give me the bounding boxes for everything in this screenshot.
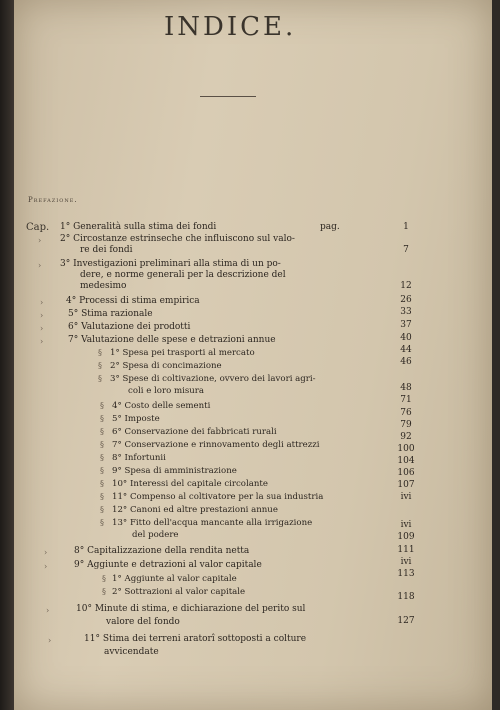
toc-entry: 9° Aggiunte e detrazioni al valor capitale: [74, 560, 262, 570]
toc-page-number: 37: [400, 320, 412, 330]
toc-page-number: 12: [400, 281, 412, 291]
toc-page-number: ivi: [400, 492, 412, 502]
toc-page-number: ivi: [400, 557, 412, 567]
section-mark-icon: §: [102, 587, 106, 596]
toc-entry: 11° Stima dei terreni aratorî sottoposti a colture: [84, 634, 307, 644]
toc-page-number: 26: [400, 295, 412, 305]
margin-bullet-icon: ›: [44, 548, 48, 557]
toc-page-number: 76: [400, 408, 412, 418]
toc-page-number: 106: [397, 468, 415, 478]
toc-entry: 10° Minute di stima, e dichiarazione del perito sul: [76, 604, 306, 614]
section-mark-icon: §: [100, 401, 104, 410]
toc-page-number: ivi: [400, 520, 412, 530]
toc-page-number: 100: [397, 444, 415, 454]
section-mark-icon: §: [100, 440, 104, 449]
toc-entry: 3° Investigazioni preliminari alla stima di un po-: [60, 259, 281, 269]
toc-subentry: 12° Canoni ed altre prestazioni annue: [112, 505, 278, 515]
toc-page-number: 7: [403, 245, 409, 255]
margin-bullet-icon: ›: [48, 636, 52, 645]
toc-subentry: 13° Fitto dell'acqua mancante alla irrigazione: [112, 518, 313, 528]
margin-bullet-icon: ›: [40, 298, 44, 307]
toc-page-number: 109: [397, 532, 415, 542]
toc-entry: medesimo: [80, 281, 127, 291]
toc-page-number: 44: [400, 345, 412, 355]
toc-entry: avvicendate: [104, 647, 159, 657]
toc-page-number: 104: [397, 456, 415, 466]
toc-subentry: 11° Compenso al coltivatore per la sua industria: [112, 492, 324, 502]
toc-entry: re dei fondi: [80, 245, 133, 255]
section-mark-icon: §: [100, 479, 104, 488]
title-divider: [200, 96, 256, 97]
page-title: INDICE.: [164, 12, 297, 42]
margin-bullet-icon: ›: [40, 311, 44, 320]
toc-entry: 6° Valutazione dei prodotti: [68, 322, 191, 332]
margin-bullet-icon: ›: [40, 324, 44, 333]
toc-page-number: 33: [400, 307, 412, 317]
toc-page-number: 92: [400, 432, 412, 442]
margin-bullet-icon: ›: [44, 562, 48, 571]
toc-subentry: 1° Aggiunte al valor capitale: [112, 574, 237, 584]
margin-bullet-icon: ›: [46, 606, 50, 615]
toc-entry: 8° Capitalizzazione della rendita netta: [74, 546, 250, 556]
toc-subentry: 10° Interessi del capitale circolante: [112, 479, 268, 489]
toc-subentry: 9° Spesa di amministrazione: [112, 466, 237, 476]
toc-subentry: 1° Spesa pei trasporti al mercato: [110, 348, 255, 358]
section-mark-icon: §: [98, 361, 102, 370]
toc-page-number: 118: [397, 592, 415, 602]
toc-subentry: 2° Sottrazioni al valor capitale: [112, 587, 246, 597]
toc-entry: valore del fondo: [106, 617, 180, 627]
section-mark-icon: §: [100, 492, 104, 501]
section-mark-icon: §: [100, 414, 104, 423]
toc-page-number: 107: [397, 480, 415, 490]
toc-page-number: 79: [400, 420, 412, 430]
toc-entry: 5° Stima razionale: [68, 309, 153, 319]
preface-entry: Prefazione.: [28, 196, 78, 204]
cap-label: Cap.: [26, 222, 50, 233]
toc-subentry: 6° Conservazione dei fabbricati rurali: [112, 427, 277, 437]
book-spine: [0, 0, 14, 710]
margin-bullet-icon: ›: [38, 236, 42, 245]
section-mark-icon: §: [100, 505, 104, 514]
toc-subentry: 2° Spesa di concimazione: [110, 361, 222, 371]
toc-page-number: 113: [397, 569, 415, 579]
toc-entry: 4° Processi di stima empirica: [66, 296, 200, 306]
section-mark-icon: §: [102, 574, 106, 583]
toc-page-number: 111: [397, 545, 415, 555]
section-mark-icon: §: [98, 374, 102, 383]
margin-bullet-icon: ›: [38, 261, 42, 270]
toc-page-number: 40: [400, 333, 412, 343]
toc-page-number: 46: [400, 357, 412, 367]
toc-page-number: 1: [403, 222, 409, 232]
toc-entry: 1° Generalità sulla stima dei fondi: [60, 222, 217, 232]
toc-subentry: del podere: [132, 530, 179, 540]
toc-subentry: 8° Infortunii: [112, 453, 166, 463]
toc-page-number: 48: [400, 383, 412, 393]
toc-subentry: 7° Conservazione e rinnovamento degli attrezzi: [112, 440, 320, 450]
toc-entry: dere, e norme generali per la descrizione del: [80, 270, 286, 280]
toc-page-number: 71: [400, 395, 412, 405]
section-mark-icon: §: [98, 348, 102, 357]
toc-subentry: 5° Imposte: [112, 414, 160, 424]
margin-bullet-icon: ›: [40, 337, 44, 346]
section-mark-icon: §: [100, 427, 104, 436]
pag-label: pag.: [320, 222, 340, 232]
book-page: [14, 0, 492, 710]
section-mark-icon: §: [100, 466, 104, 475]
toc-subentry: 3° Spese di coltivazione, ovvero dei lavori agri-: [110, 374, 316, 384]
toc-page-number: 127: [397, 616, 415, 626]
toc-subentry: 4° Costo delle sementi: [112, 401, 211, 411]
toc-subentry: coli e loro misura: [128, 386, 205, 396]
toc-entry: 2° Circostanze estrinseche che influiscono sul valo-: [60, 234, 295, 244]
section-mark-icon: §: [100, 453, 104, 462]
section-mark-icon: §: [100, 518, 104, 527]
toc-entry: 7° Valutazione delle spese e detrazioni annue: [68, 335, 276, 345]
